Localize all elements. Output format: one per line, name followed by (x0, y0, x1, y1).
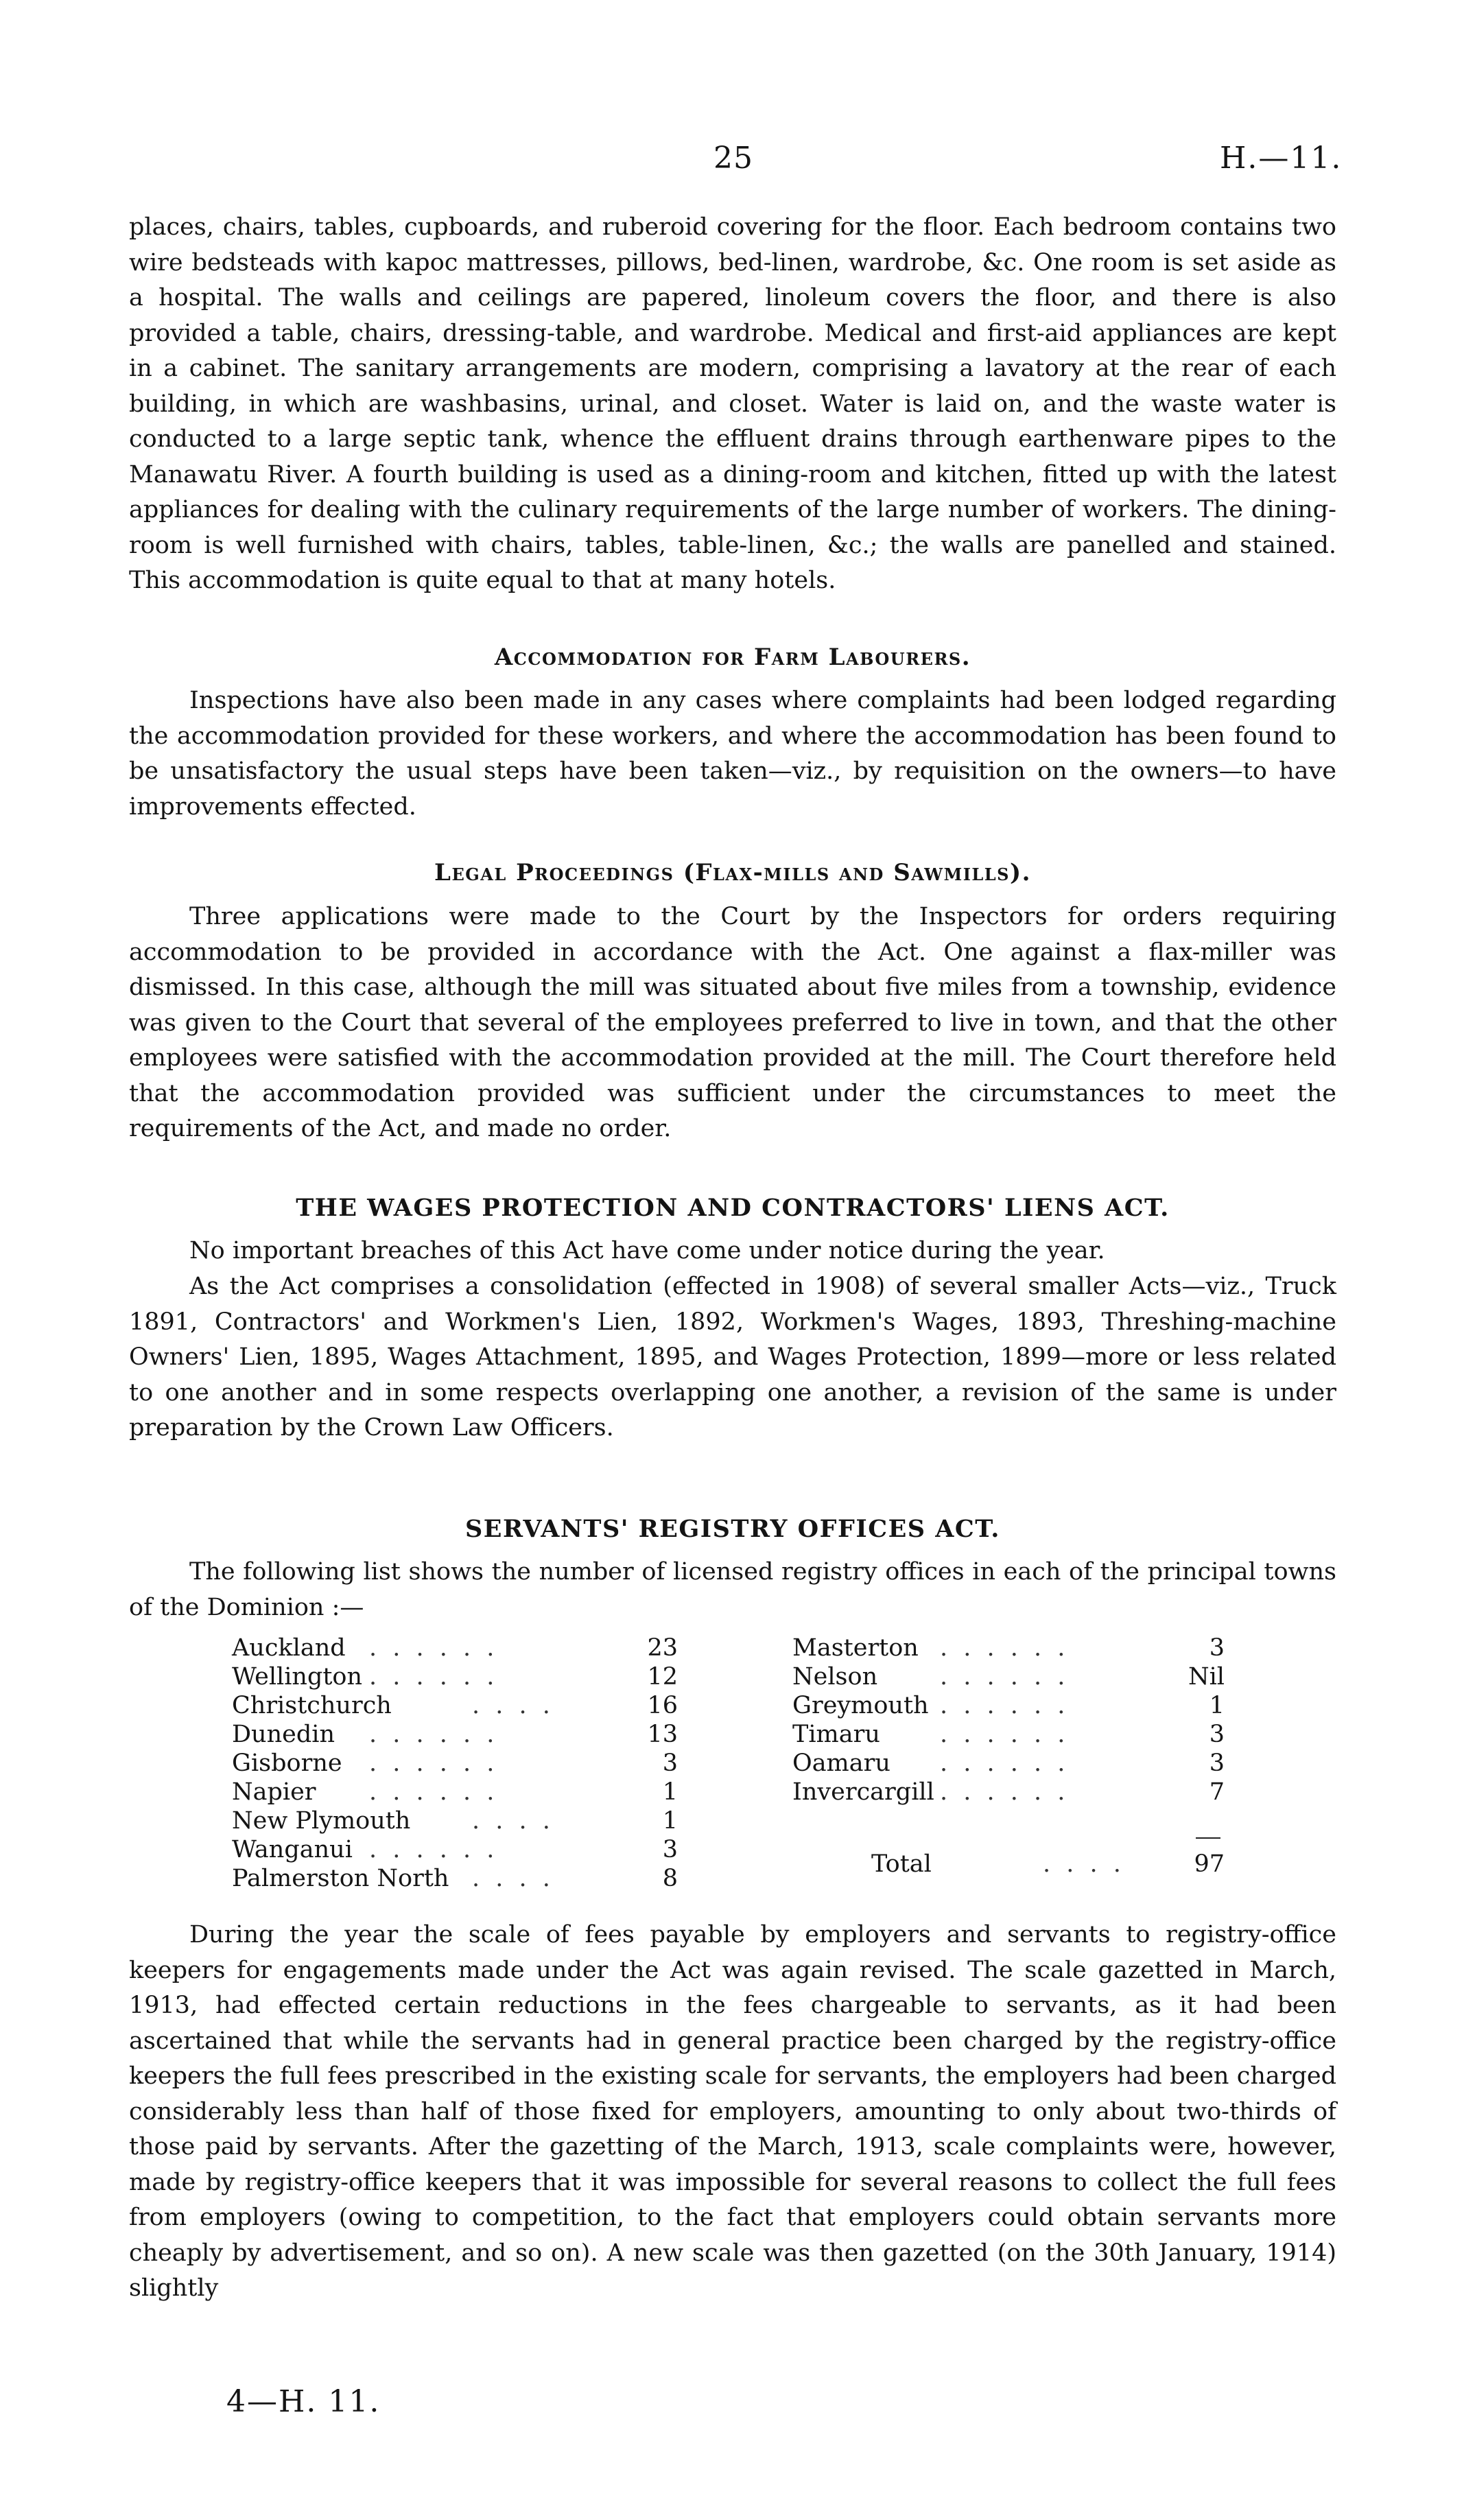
farm-labourers-paragraph: Inspections have also been made in any cases where complaints had been lodged regarding the accommodation provided for these workers, and where the accommodation has been found to be unsatisfactory the usual steps have been taken—viz., by requisition on the owners—to have improvements effected. (129, 687, 1336, 821)
footer-signature-code: 4—H. 11. (226, 2384, 381, 2419)
town-name: Oamaru (792, 1750, 890, 1777)
town-name: Invercargill (792, 1778, 934, 1806)
office-count: 3 (1209, 1634, 1225, 1662)
town-name: Wanganui (232, 1836, 353, 1863)
dot-leader: . . . . (472, 1865, 554, 1892)
legal-proceedings-heading: Legal Proceedings (Flax-mills and Sawmills). (434, 859, 1031, 886)
wages-act-paragraph-1: No important breaches of this Act have come under notice during the year. (189, 1237, 1105, 1264)
intro-paragraph: places, chairs, tables, cupboards, and ruberoid covering for the floor. Each bedroom contains two wire bedsteads with kapoc mattresses, pillows, bed-linen, wardrobe, &c. One room is set aside as a hospital. The walls and ceilings are papered, linoleum covers the floor, and there is also provided a table, chairs, dressing-table, and wardrobe. Medical and first-aid appliances are kept in a cabinet. The sanitary arrangements are modern, comprising a lavatory at the rear of each building, in which are washbasins, urinal, and closet. Water is laid on, and the waste water is conducted to a large septic tank, whence the effluent drains through earthenware pipes to the Manawatu River. A fourth building is used as a dining-room and kitchen, fitted up with the latest appliances for dealing with the culinary requirements of the large number of workers. The dining-room is well furnished with chairs, tables, table-linen, &c.; the walls are panelled and stained. This accommodation is quite equal to that at many hotels. (129, 213, 1336, 594)
wages-act-paragraph-2: As the Act comprises a consolidation (effected in 1908) of several smaller Acts—viz., Truck 1891, Contractors' and Workmen's Lien, 1892, Workmen's Wages, 1893, Threshing-machine Owners' Lien, 1895, Wages Attachment, 1895, and Wages Protection, 1899—more or less related to one another and in some respects overlapping one another, a revision of the same is under preparation by the Crown Law Officers. (129, 1273, 1336, 1441)
town-name: Dunedin (232, 1721, 335, 1748)
dot-leader: . . . . (472, 1692, 554, 1719)
dot-leader: . . . . (472, 1807, 554, 1835)
dot-leader: . . . . . . (369, 1750, 499, 1777)
office-count: 3 (662, 1750, 678, 1777)
dot-leader: . . . . (1043, 1850, 1125, 1878)
wages-act-heading: THE WAGES PROTECTION AND CONTRACTORS' LIENS ACT. (296, 1194, 1170, 1222)
town-name: Gisborne (232, 1750, 342, 1777)
town-name: Nelson (792, 1663, 878, 1691)
dot-leader: . . . . . . (940, 1750, 1070, 1777)
fees-paragraph: During the year the scale of fees payable by employers and servants to registry-office keepers for engagements made under the Act was again revised. The scale gazetted in March, 1913, had effected certain reductions in the fees chargeable to servants, as it had been ascertained that while the servants had in general practice been charged by the registry-office keepers the full fees prescribed in the existing scale for servants, the employers had been charged considerably less than half of those fixed for employers, amounting to only about two-thirds of those paid by servants. After the gazetting of the March, 1913, scale complaints were, however, made by registry-office keepers that it was impossible for several reasons to collect the full fees from employers (owing to competition, to the fact that employers could obtain servants more cheaply by advertisement, and so on). A new scale was then gazetted (on the 30th January, 1914) slightly (129, 1921, 1336, 2302)
town-name: Auckland (232, 1634, 346, 1662)
total-label: Total (871, 1850, 932, 1878)
office-count: Nil (1188, 1663, 1225, 1691)
town-name: Timaru (792, 1721, 880, 1748)
office-count: 8 (662, 1865, 678, 1892)
dot-leader: . . . . . . (369, 1634, 499, 1662)
town-name: Greymouth (792, 1692, 929, 1719)
farm-labourers-heading: Accommodation for Farm Labourers. (494, 644, 971, 671)
town-name: Wellington (232, 1663, 363, 1691)
registry-act-heading: SERVANTS' REGISTRY OFFICES ACT. (465, 1515, 1000, 1543)
dot-leader: . . . . . . (940, 1634, 1070, 1662)
dot-leader: . . . . . . (369, 1663, 499, 1691)
total-value: 97 (1194, 1850, 1225, 1878)
registry-intro-paragraph: The following list shows the number of licensed registry offices in each of the principal towns of the Dominion :— (129, 1558, 1336, 1621)
town-name: Masterton (792, 1634, 919, 1662)
town-name: Palmerston North (232, 1865, 449, 1892)
office-count: 12 (647, 1663, 678, 1691)
dot-leader: . . . . . . (940, 1778, 1070, 1806)
office-count: 1 (662, 1807, 678, 1835)
dot-leader: . . . . . . (940, 1692, 1070, 1719)
total-rule (1196, 1837, 1220, 1839)
page-number: 25 (713, 141, 753, 176)
legal-proceedings-paragraph: Three applications were made to the Court by the Inspectors for orders requiring accommodation to be provided in accordance with the Act. One against a flax-miller was dismissed. In this case, although the mill was situated about five miles from a township, evidence was given to the Court that several of the employees preferred to live in town, and that the other employees were satisfied with the accommodation provided at the mill. The Court therefore held that the accommodation provided was sufficient under the circumstances to meet the requirements of the Act, and made no order. (129, 903, 1336, 1142)
office-count: 13 (647, 1721, 678, 1748)
dot-leader: . . . . . . (369, 1836, 499, 1863)
town-name: Christchurch (232, 1692, 392, 1719)
dot-leader: . . . . . . (940, 1663, 1070, 1691)
dot-leader: . . . . . . (369, 1778, 499, 1806)
town-name: New Plymouth (232, 1807, 411, 1835)
office-count: 7 (1209, 1778, 1225, 1806)
office-count: 16 (647, 1692, 678, 1719)
document-code: H.—11. (1220, 141, 1343, 176)
office-count: 3 (662, 1836, 678, 1863)
town-name: Napier (232, 1778, 316, 1806)
office-count: 3 (1209, 1721, 1225, 1748)
office-count: 1 (662, 1778, 678, 1806)
dot-leader: . . . . . . (369, 1721, 499, 1748)
dot-leader: . . . . . . (940, 1721, 1070, 1748)
office-count: 1 (1209, 1692, 1225, 1719)
office-count: 23 (647, 1634, 678, 1662)
office-count: 3 (1209, 1750, 1225, 1777)
